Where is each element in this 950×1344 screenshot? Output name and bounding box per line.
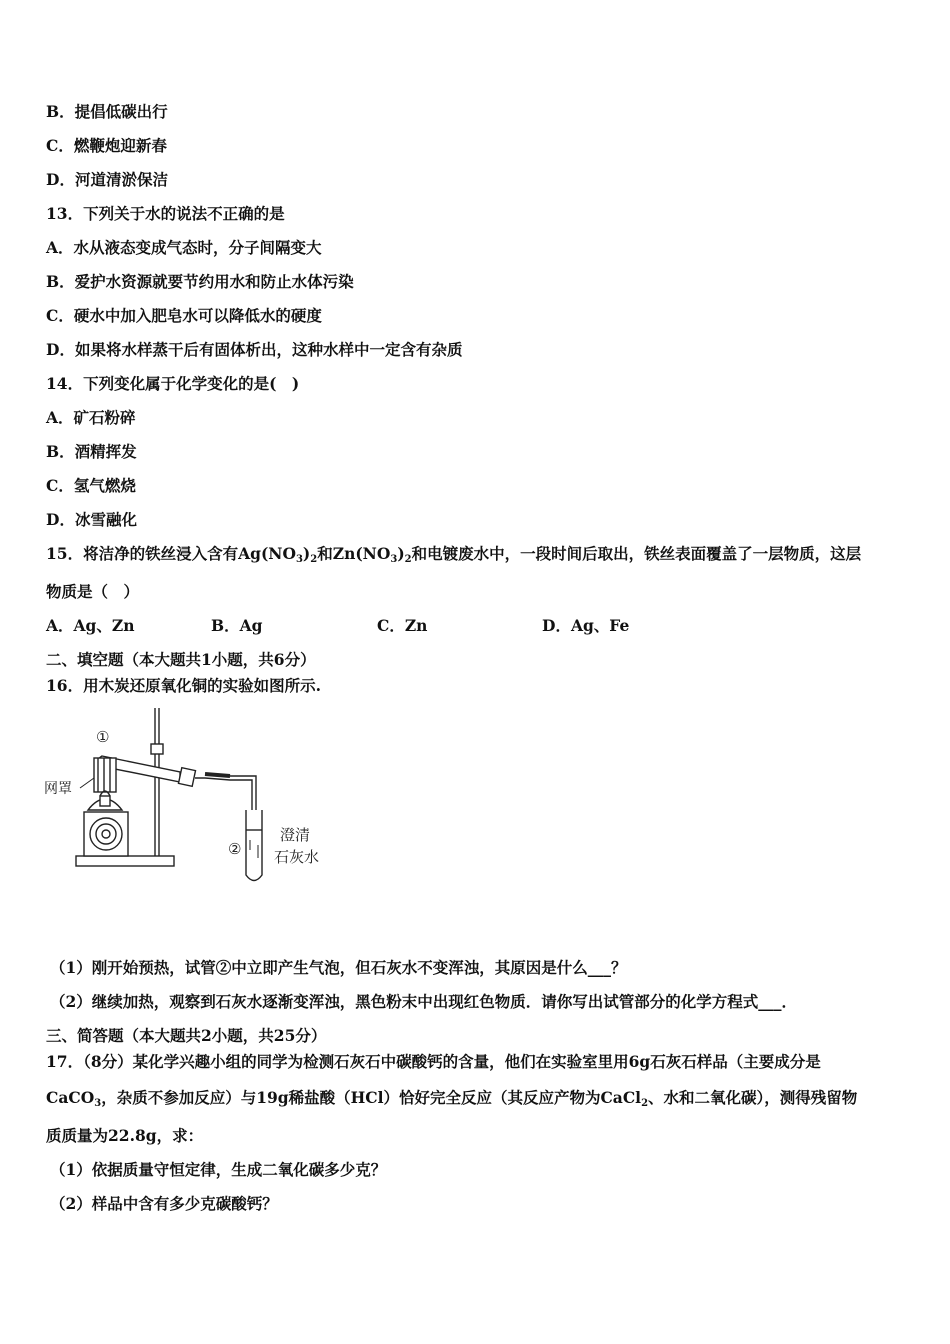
q13-option-c: C．硬水中加入肥皂水可以降低水的硬度 — [46, 306, 322, 325]
q15-chem-znno3: $Zn(NO_3)_2$ — [332, 544, 412, 565]
delivery-tube — [195, 778, 252, 835]
q15-stem-part-a: 15．将洁净的铁丝浸入含有 — [46, 544, 239, 563]
label-limewater-2: 石灰水 — [274, 848, 320, 866]
q15-stem-part-b: 和电镀废水中，一段时间后取出，铁丝表面覆盖了一层物质，这层 — [411, 544, 862, 563]
q12-option-c: C．燃鞭炮迎新春 — [46, 136, 167, 155]
q16-sub1: （1）刚开始预热，试管②中立即产生气泡，但石灰水不变浑浊，其原因是什么___？ — [50, 958, 627, 977]
q15-option-b: B．Ag — [211, 616, 263, 635]
q17-line1: 17．（8分）某化学兴趣小组的同学为检测石灰石中碳酸钙的含量，他们在实验室里用6g石灰石样品（主要成分是 — [46, 1052, 821, 1071]
q13-option-d: D．如果将水样蒸干后有固体析出，这种水样中一定含有杂质 — [46, 340, 463, 359]
net-pointer — [80, 778, 94, 788]
label-tube-2: ② — [228, 840, 242, 858]
q16-sub2: （2）继续加热，观察到石灰水逐渐变浑浊，黑色粉末中出现红色物质．请你写出试管部分的化学方程式___． — [50, 992, 798, 1011]
q12-option-d: D．河道清淤保洁 — [46, 170, 168, 189]
label-net: 网罩 — [44, 781, 72, 797]
q17-line2: CaCO$_3$，杂质不参加反应）与19g稀盐酸（HCl）恰好完全反应（其反应产物为CaCl$_2$、水和二氧化碳），测得残留物 — [46, 1088, 858, 1109]
q15-stem-line2: 物质是（ ） — [46, 582, 140, 601]
q14-option-c: C．氢气燃烧 — [46, 476, 136, 495]
q15-stem-line1 — [46, 544, 861, 570]
q14-option-b: B．酒精挥发 — [46, 442, 137, 461]
q15-option-a: A．Ag、Zn — [46, 616, 135, 635]
apparatus-figure — [40, 700, 340, 890]
q14-stem: 14．下列变化属于化学变化的是( ) — [46, 374, 300, 393]
q13-stem: 13．下列关于水的说法不正确的是 — [46, 204, 285, 223]
section2-heading: 二、填空题（本大题共1小题，共6分） — [46, 650, 316, 669]
q16-stem: 16．用木炭还原氧化铜的实验如图所示. — [46, 676, 321, 695]
q13-option-a: A．水从液态变成气态时，分子间隔变大 — [46, 238, 322, 257]
test-tube-2 — [246, 810, 262, 881]
label-limewater-1: 澄清 — [280, 826, 311, 844]
q17-line3: 质质量为22.8g，求： — [46, 1126, 204, 1145]
stand-clamp — [151, 744, 163, 754]
section3-heading: 三、简答题（本大题共2小题，共25分） — [46, 1026, 327, 1045]
q13-option-b: B．爱护水资源就要节约用水和防止水体污染 — [46, 272, 354, 291]
q15-option-d: D．Ag、Fe — [542, 616, 630, 635]
q15-chem-agno3: $Ag(NO_3)_2$ — [238, 544, 318, 565]
q12-option-b: B．提倡低碳出行 — [46, 102, 168, 121]
net-cover — [94, 758, 116, 792]
alcohol-lamp — [88, 796, 122, 810]
q15-option-c: C．Zn — [377, 616, 428, 635]
stand-base — [76, 856, 174, 866]
apparatus-drawing — [40, 700, 340, 890]
q14-option-d: D．冰雪融化 — [46, 510, 137, 529]
q17-sub1: （1）依据质量守恒定律，生成二氧化碳多少克？ — [50, 1160, 387, 1179]
q14-option-a: A．矿石粉碎 — [46, 408, 136, 427]
q15-and: 和 — [317, 544, 333, 563]
label-tube-1: ① — [96, 728, 110, 746]
q17-sub2: （2）样品中含有多少克碳酸钙？ — [50, 1194, 278, 1213]
wooden-block — [84, 812, 128, 856]
